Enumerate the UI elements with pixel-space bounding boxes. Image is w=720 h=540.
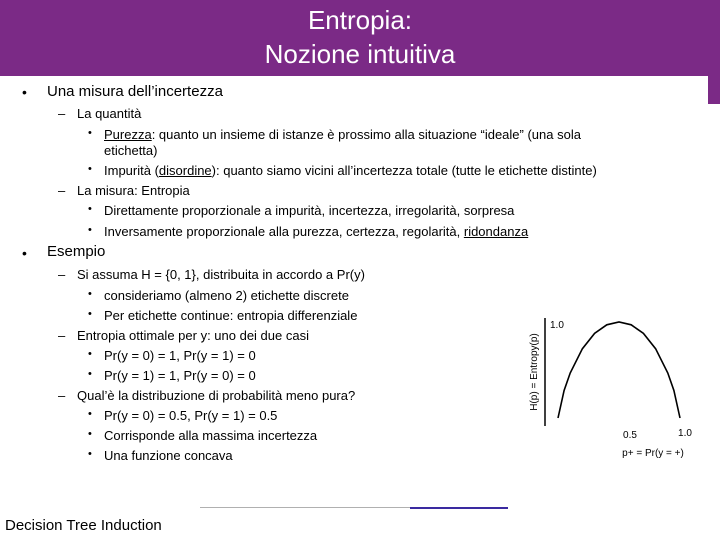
slide-title-line2: Nozione intuitiva <box>264 39 456 69</box>
dash-marker: – <box>58 267 66 282</box>
ridondanza-term: ridondanza <box>463 224 529 239</box>
entropy-curve <box>558 322 680 418</box>
disordine-term: disordine <box>158 163 212 178</box>
b1-sub2-b <box>104 224 528 240</box>
x-tick-label-mid: 0.5 <box>623 430 637 441</box>
sub-bullet: • <box>88 224 92 236</box>
bullet-dot: • <box>22 84 27 100</box>
footer-divider <box>200 507 410 508</box>
b1-sub1-b <box>104 163 597 179</box>
sub-bullet: • <box>88 127 92 139</box>
dash-marker: – <box>58 106 66 121</box>
sub-bullet: • <box>88 368 92 380</box>
title-strip <box>708 76 720 104</box>
bullet-dot: • <box>22 245 27 261</box>
dash-marker: – <box>58 183 66 198</box>
sub-bullet: • <box>88 408 92 420</box>
b2-sub2-b: Pr(y = 1) = 1, Pr(y = 0) = 0 <box>104 368 256 383</box>
b1-sub1-b-text: ): quanto siamo vicini all’incertezza totale (tutte le etichette distinte) <box>211 163 597 178</box>
sub-bullet: • <box>88 428 92 440</box>
x-axis-label: p+ = Pr(y = +) <box>622 448 684 459</box>
b2-sub2: Entropia ottimale per y: uno dei due casi <box>77 328 309 343</box>
b1-sub2-a: Direttamente proporzionale a impurità, incertezza, irregolarità, sorpresa <box>104 203 515 218</box>
footer-title: Decision Tree Induction <box>5 517 162 534</box>
b1-sub1-b-pre: Impurità ( <box>104 163 159 178</box>
b2-sub2-a: Pr(y = 0) = 1, Pr(y = 1) = 0 <box>104 348 256 363</box>
b2-sub1-a: consideriamo (almeno 2) etichette discrete <box>104 288 349 303</box>
dash-marker: – <box>58 388 66 403</box>
sub-bullet: • <box>88 163 92 175</box>
sub-bullet: • <box>88 203 92 215</box>
footer-accent <box>410 507 508 509</box>
b1-sub2-b-pre: Inversamente proporzionale alla purezza, certezza, regolarità, <box>104 224 464 239</box>
entropy-chart <box>520 300 715 465</box>
b1-sub1-a <box>104 127 581 143</box>
title-bar <box>0 0 720 76</box>
sub-bullet: • <box>88 448 92 460</box>
bullet-2: Esempio <box>47 243 106 260</box>
b2-sub3-b: Corrisponde alla massima incertezza <box>104 428 318 443</box>
dash-marker: – <box>58 328 66 343</box>
sub-bullet: • <box>88 348 92 360</box>
b2-sub1-b: Per etichette continue: entropia differenziale <box>104 308 358 323</box>
b2-sub1: Si assuma H = {0, 1}, distribuita in accordo a Pr(y) <box>77 267 365 282</box>
y-tick-label: 1.0 <box>550 320 564 331</box>
purezza-term: Purezza <box>104 127 152 142</box>
b1-sub1-a-text: : quanto un insieme di istanze è prossimo alla situazione “ideale” (una sola <box>151 127 581 142</box>
sub-bullet: • <box>88 288 92 300</box>
y-axis-label: H(p) = Entropy(p) <box>529 333 540 411</box>
b1-sub1-a-cont: etichetta) <box>104 143 158 158</box>
x-tick-label-end: 1.0 <box>678 428 692 439</box>
b2-sub3-c: Una funzione concava <box>104 448 233 463</box>
bullet-1: Una misura dell’incertezza <box>47 83 223 100</box>
b2-sub3-a: Pr(y = 0) = 0.5, Pr(y = 1) = 0.5 <box>104 408 278 423</box>
b1-sub1: La quantità <box>77 106 142 121</box>
b1-sub2: La misura: Entropia <box>77 183 190 198</box>
sub-bullet: • <box>88 308 92 320</box>
slide-title-line1: Entropia: <box>307 5 413 35</box>
b2-sub3: Qual’è la distribuzione di probabilità meno pura? <box>77 388 356 403</box>
